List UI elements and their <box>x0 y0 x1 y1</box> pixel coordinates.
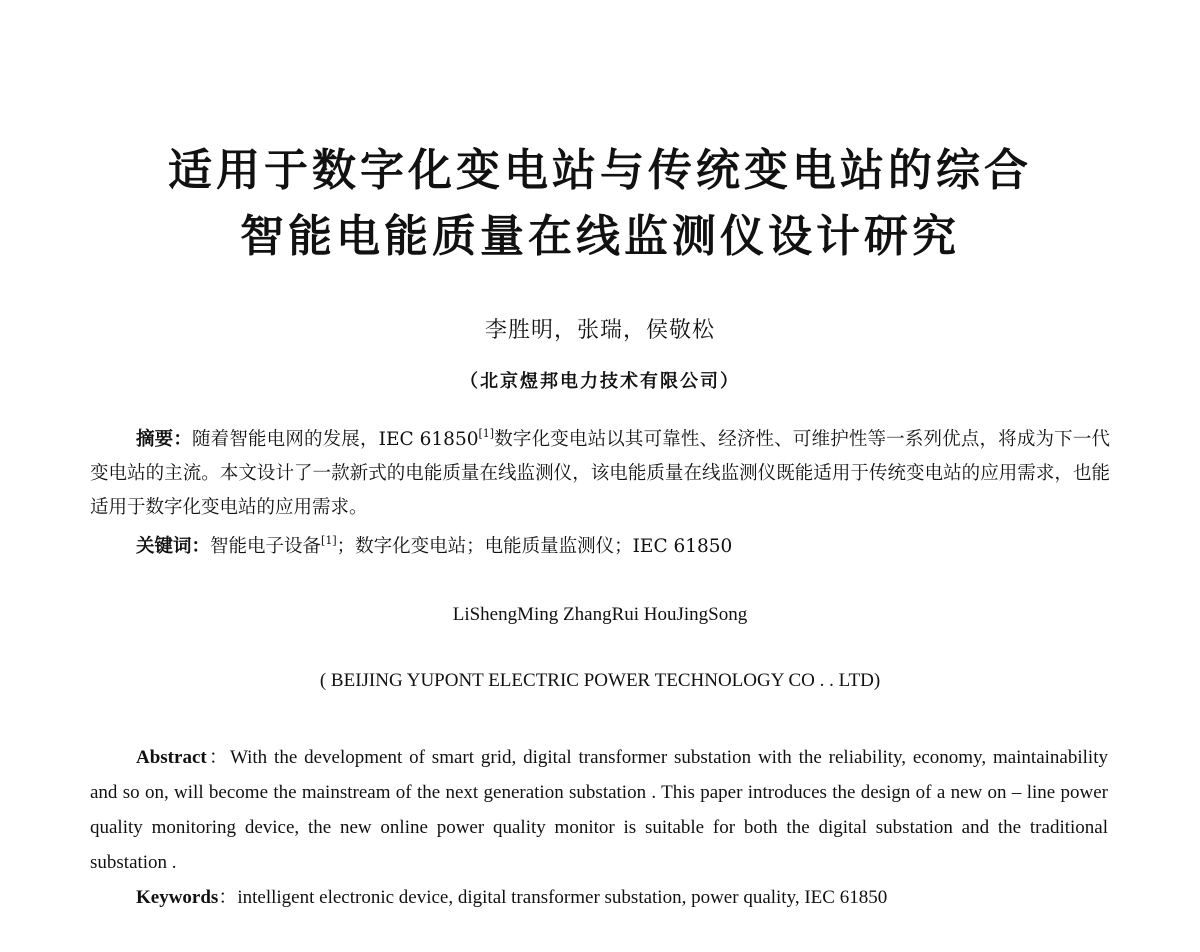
abstract-chinese <box>90 423 1110 525</box>
keywords-english-text: intelligent electronic device, digital transformer substation, power quality, IEC 61850 <box>237 887 888 908</box>
abstract-chinese-text-rest: 数字化变电站以其可靠性、经济性、可维护性等一系列优点，将成为下一代变电站的主流。本文设计了一款新式的电能质量在线监测仪，该电能质量在线监测仪既能适用于传统变电站的应用需求，也能适用于数字化变电站的应用需求。 <box>90 429 1110 518</box>
keywords-english-colon: ： <box>218 887 238 908</box>
abstract-english-label: Abstract <box>136 747 207 768</box>
abstract-chinese-text-start: 随着智能电网的发展，IEC 61850 <box>192 429 479 450</box>
affiliation-chinese: （北京煜邦电力技术有限公司） <box>460 371 740 392</box>
reference-marker: [1] <box>321 534 337 547</box>
abstract-english-text: With the development of smart grid, digital transformer substation with the reliability, economy, maintainability and so on, will become the mainstream of the next generation substation . This paper introduces the design of a new on – line power quality monitoring device, the new online power quality monitor is suitable for both the digital substation and the traditional substation . <box>90 747 1108 873</box>
reference-marker: [1] <box>478 427 495 440</box>
abstract-chinese-label: 摘要： <box>136 429 192 450</box>
paper-title-line-1: 适用于数字化变电站与传统变电站的综合 <box>168 145 1032 196</box>
affiliation-english: ( BEIJING YUPONT ELECTRIC POWER TECHNOLOGY CO . . LTD) <box>319 670 881 691</box>
abstract-english-colon: ： <box>206 747 230 768</box>
keywords-chinese-rest: ；数字化变电站；电能质量监测仪；IEC 61850 <box>336 536 733 557</box>
authors-english: LiShengMing ZhangRui HouJingSong <box>452 604 748 625</box>
keywords-chinese-first: 智能电子设备 <box>210 536 322 557</box>
paper-title-line-2: 智能电能质量在线监测仪设计研究 <box>240 211 960 262</box>
keywords-english <box>136 880 887 915</box>
keywords-english-label: Keywords <box>136 887 219 908</box>
authors-chinese: 李胜明，张瑞，侯敬松 <box>484 318 715 343</box>
keywords-chinese-label: 关键词： <box>136 536 211 557</box>
abstract-english <box>90 740 1108 880</box>
keywords-chinese <box>136 530 732 564</box>
